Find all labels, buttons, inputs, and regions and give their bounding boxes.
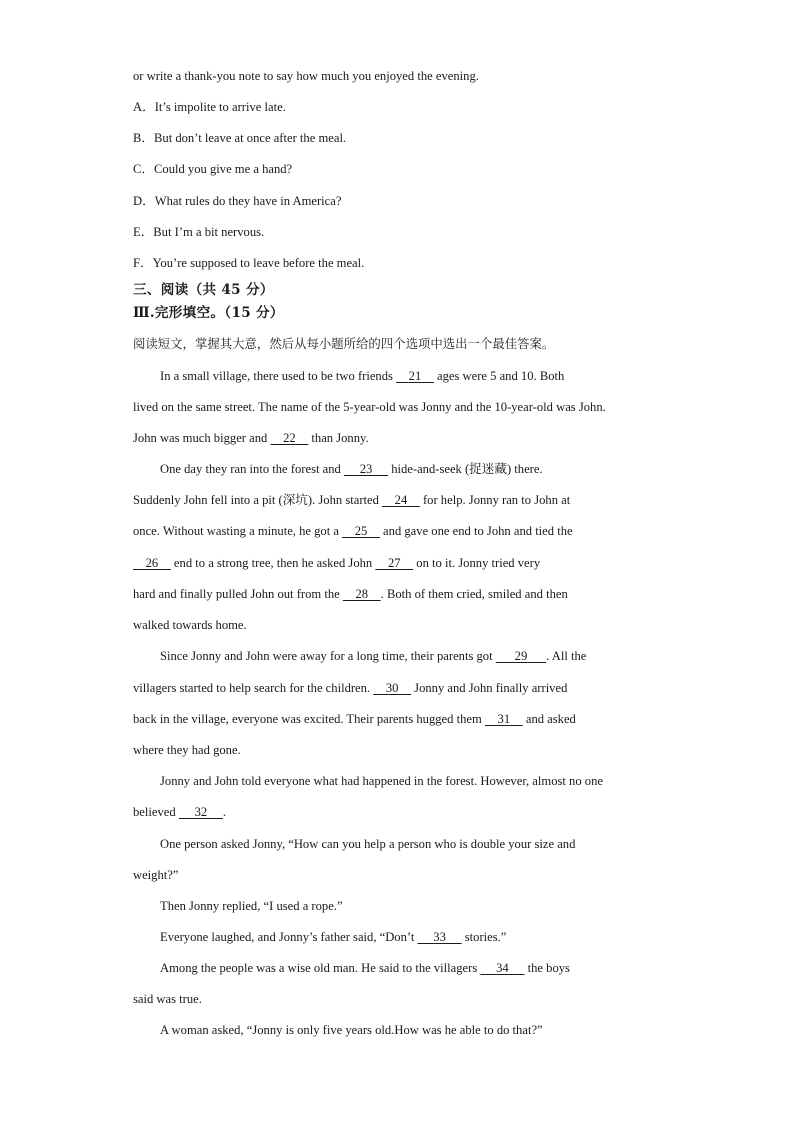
blank-23: 23	[359, 462, 373, 476]
option-c: C．Could you give me a hand?	[133, 162, 293, 176]
previous-passage-line: or write a thank-you note to say how much you enjoyed the evening.	[133, 69, 479, 83]
blank-24: 24	[394, 493, 408, 507]
option-f: F．You’re supposed to leave before the meal.	[133, 256, 365, 270]
passage-line: said was true.	[133, 992, 202, 1006]
passage-line: John was much bigger and 22 than Jonny.	[133, 431, 369, 445]
passage-line: Jonny and John told everyone what had happened in the forest. However, almost no one	[160, 774, 603, 788]
blank-21: 21	[408, 369, 422, 383]
passage-line: 26 end to a strong tree, then he asked John 27 on to it. Jonny tried very	[133, 555, 540, 571]
passage-line: where they had gone.	[133, 743, 241, 757]
instruction: 阅读短文，掌握其大意，然后从每小题所给的四个选项中选出一个最佳答案。	[133, 336, 555, 351]
passage-line: Suddenly John fell into a pit (深坑). John started 24 for help. Jonny ran to John at	[133, 493, 571, 507]
passage-line: Everyone laughed, and Jonny’s father said, “Don’t 33 stories.”	[160, 930, 507, 944]
section-title: 三、阅读（共 45 分）	[133, 282, 274, 298]
blank-33: 33	[433, 930, 446, 944]
option-e: E．But I’m a bit nervous.	[133, 225, 265, 239]
passage-line: weight?”	[133, 868, 179, 882]
option-d: D．What rules do they have in America?	[133, 194, 342, 208]
passage-line: once. Without wasting a minute, he got a 25 and gave one end to John and tied the	[133, 524, 573, 538]
blank-32: 32	[194, 805, 208, 819]
passage-line: One day they ran into the forest and 23 hide-and-seek (捉迷藏) there.	[160, 462, 543, 476]
passage-line: hard and finally pulled John out from the 28 . Both of them cried, smiled and then	[133, 587, 568, 601]
passage-line: Since Jonny and John were away for a long time, their parents got 29 . All the	[160, 649, 587, 663]
passage-line: One person asked Jonny, “How can you help a person who is double your size and	[160, 837, 576, 851]
blank-25: 25	[354, 524, 368, 538]
blank-26: 26	[145, 556, 159, 570]
blank-28: 28	[355, 587, 369, 601]
passage-line: villagers started to help search for the children. 30 Jonny and John finally arrived	[133, 681, 568, 695]
blank-34: 34	[496, 961, 509, 975]
blank-29: 29	[514, 649, 528, 663]
passage-line: believed 32 .	[133, 805, 227, 819]
option-a: A．It’s impolite to arrive late.	[133, 100, 286, 114]
passage-line: Among the people was a wise old man. He said to the villagers 34 the boys	[160, 961, 570, 975]
blank-30: 30	[385, 681, 399, 695]
passage-line: back in the village, everyone was excited. Their parents hugged them 31 and asked	[133, 712, 576, 726]
passage-line: lived on the same street. The name of the 5-year-old was Jonny and the 10-year-old was John.	[133, 400, 606, 414]
passage-line: A woman asked, “Jonny is only five years old.How was he able to do that?”	[160, 1023, 543, 1037]
blank-31: 31	[497, 712, 511, 726]
passage-line: In a small village, there used to be two friends 21 ages were 5 and 10. Both	[160, 369, 565, 383]
option-b: B．But don’t leave at once after the meal.	[133, 131, 347, 145]
passage-line: walked towards home.	[133, 618, 247, 632]
passage-line: Then Jonny replied, “I used a rope.”	[160, 899, 343, 913]
part-title: Ⅲ.完形填空。（15 分）	[133, 305, 284, 321]
blank-22: 22	[283, 431, 296, 445]
blank-27: 27	[387, 556, 401, 570]
